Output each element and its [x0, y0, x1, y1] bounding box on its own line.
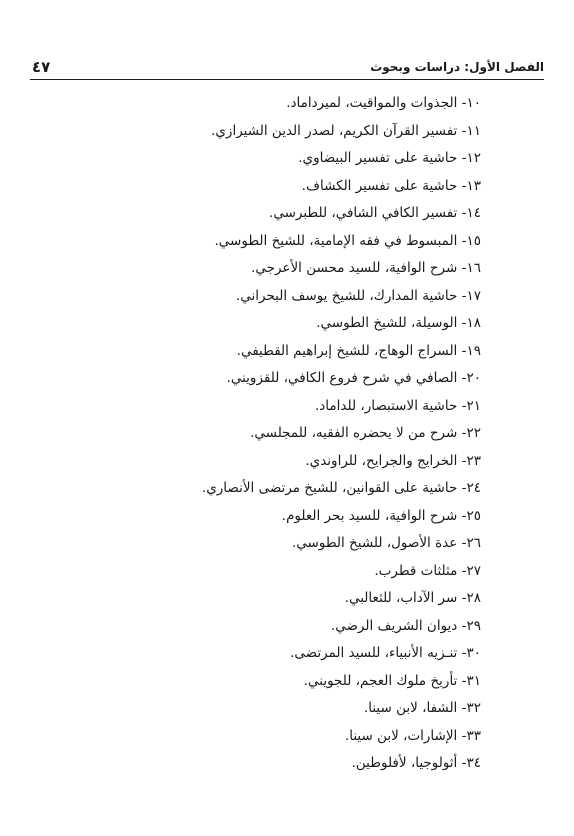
list-item: ٢٩- ديوان الشريف الرضي. — [330, 617, 481, 634]
list-item: ٣٢- الشفا، لابن سينا. — [363, 700, 481, 716]
list-item: ١٠- الجذوات والمواقيت، لميرداماد. — [286, 95, 481, 111]
page-number: ٤٧ — [32, 58, 51, 76]
list-item: ٢٦- عدة الأصول، للشيخ الطوسي. — [291, 535, 481, 551]
page-header — [30, 58, 544, 80]
list-item: ٢١- حاشية الاستبصار، للداماد. — [314, 397, 481, 414]
list-item: ٢٤- حاشية على القوانين، للشيخ مرتضى الأنصاري. — [201, 480, 481, 496]
list-item: ٢٠- الصافي في شرح فروع الكافي، للقزويني. — [226, 370, 481, 386]
list-item: ٣٤- أثولوجيا، لأفلوطين. — [351, 755, 481, 771]
list-item: ١٣- حاشية على تفسير الكشاف. — [301, 177, 481, 194]
list-item: ٣١- تأريخ ملوك العجم، للجويني. — [303, 672, 481, 689]
list-item: ٢٨- سر الآداب، للثعالبي. — [344, 590, 481, 606]
list-item: ١٥- المبسوط في فقه الإمامية، للشيخ الطوسي. — [214, 232, 481, 249]
list-item: ٣٠- تنـزيه الأنبياء، للسيد المرتضى. — [290, 645, 481, 661]
header-divider — [30, 79, 544, 80]
list-item: ١٦- شرح الوافية، للسيد محسن الأعرجي. — [251, 260, 481, 276]
list-item: ١٨- الوسيلة، للشيخ الطوسي. — [316, 315, 481, 331]
book-list — [91, 90, 481, 778]
list-item: ١٩- السراج الوهاج، للشيخ إبراهيم القطيفي. — [236, 342, 481, 359]
list-item: ٢٧- مثلثات قطرب. — [374, 562, 481, 579]
list-item: ١٧- حاشية المدارك، للشيخ يوسف البحراني. — [235, 287, 481, 304]
chapter-title: الفصل الأول: دراسات وبحوث — [370, 60, 544, 74]
list-item: ٢٣- الخرايج والجرايح، للراوندي. — [305, 452, 481, 469]
list-item: ٢٢- شرح من لا يحضره الفقيه، للمجلسي. — [250, 425, 481, 441]
list-item: ١٢- حاشية على تفسير البيضاوي. — [298, 150, 481, 166]
list-item: ١١- تفسير القرآن الكريم، لصدر الدين الشيرازي. — [211, 122, 481, 139]
list-item: ١٤- تفسير الكافي الشافي، للطبرسي. — [269, 205, 481, 221]
list-item: ٢٥- شرح الوافية، للسيد بحر العلوم. — [281, 507, 481, 524]
list-item: ٣٣- الإشارات، لابن سينا. — [344, 727, 481, 744]
